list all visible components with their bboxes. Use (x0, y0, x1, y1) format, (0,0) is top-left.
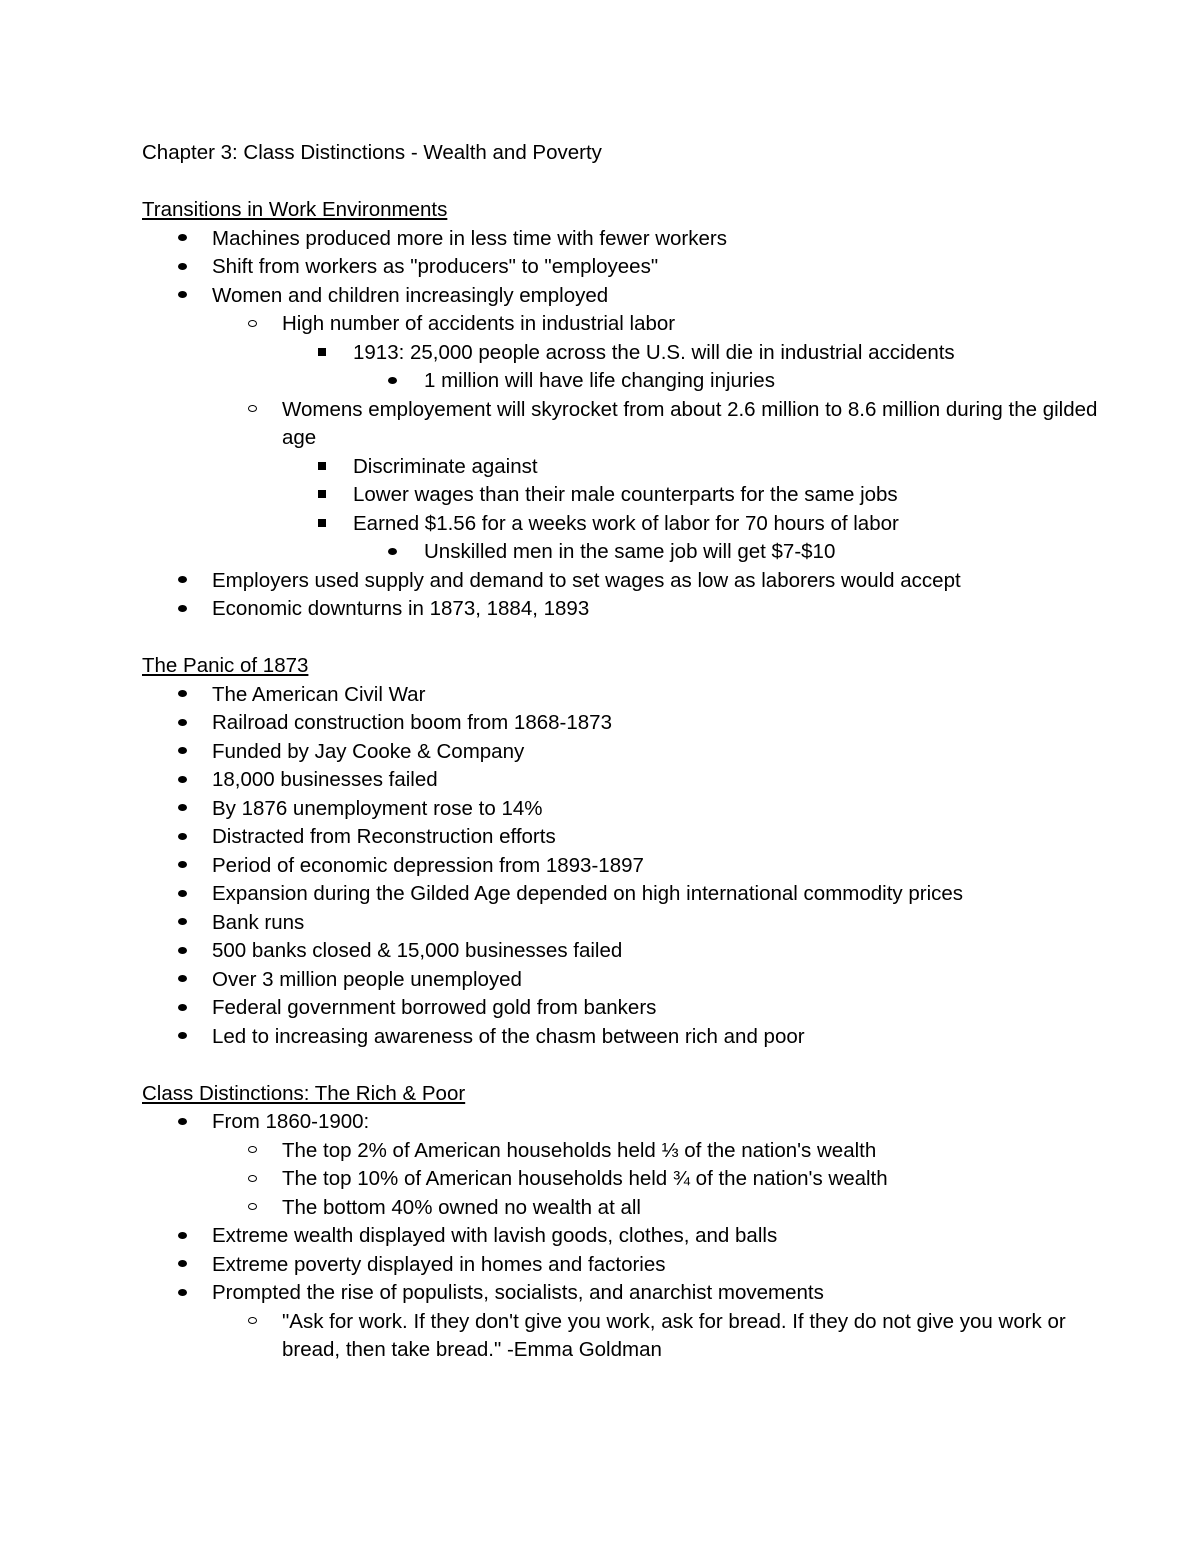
list-item-text: Unskilled men in the same job will get $7-$10 (424, 540, 836, 563)
filled-disc-bullet-icon (172, 994, 192, 1023)
list-item (142, 852, 1102, 881)
list-item-text: The American Civil War (212, 682, 426, 706)
filled-disc-bullet-icon (172, 595, 192, 624)
list-item-text: From 1860-1900: (212, 1110, 370, 1133)
hollow-circle-bullet-icon (242, 1137, 262, 1166)
list-item (142, 937, 1102, 966)
list-item (142, 225, 1102, 254)
list-item (142, 510, 1102, 539)
filled-disc-bullet-icon (172, 567, 192, 596)
filled-disc-bullet-icon (172, 1279, 192, 1308)
list-item-text: Distracted from Reconstruction efforts (212, 825, 556, 848)
filled-disc-bullet-icon (382, 367, 402, 396)
filled-disc-bullet-icon (172, 1023, 192, 1052)
document-title: Chapter 3: Class Distinctions - Wealth and Poverty (142, 141, 602, 164)
list-item (142, 282, 1102, 311)
list-item (142, 1165, 1102, 1194)
list-item (142, 253, 1102, 282)
filled-square-bullet-icon (312, 481, 332, 510)
list-item (142, 994, 1102, 1023)
filled-disc-bullet-icon (172, 1222, 192, 1251)
section-heading-work-environments: Transitions in Work Environments (142, 198, 448, 221)
list-item-text: By 1876 unemployment rose to 14% (212, 796, 543, 820)
list-item (142, 1108, 1102, 1137)
list-item (142, 1194, 1102, 1223)
list-item (142, 1308, 1102, 1365)
filled-disc-bullet-icon (172, 966, 192, 995)
filled-disc-bullet-icon (172, 253, 192, 282)
filled-disc-bullet-icon (172, 937, 192, 966)
filled-disc-bullet-icon (172, 766, 192, 795)
filled-disc-bullet-icon (172, 738, 192, 767)
list-item (142, 396, 1102, 453)
section-heading-rich-and-poor: Class Distinctions: The Rich & Poor (142, 1081, 466, 1105)
section-heading-panic-of-1873: The Panic of 1873 (142, 654, 309, 677)
list-item-text: 18,000 businesses failed (212, 768, 438, 791)
hollow-circle-bullet-icon (242, 1165, 262, 1194)
list-item-text: Lower wages than their male counterparts for the same jobs (353, 483, 898, 506)
list-item (142, 367, 1102, 396)
list-item-text: Womens employement will skyrocket from about 2.6 million to 8.6 million during the gilded age (282, 397, 1098, 449)
filled-disc-bullet-icon (172, 1251, 192, 1280)
list-item-text: Railroad construction boom from 1868-1873 (212, 711, 612, 734)
section-list-rich-and-poor (142, 1108, 1102, 1365)
list-item-text: Discriminate against (353, 454, 538, 478)
list-item (142, 595, 1102, 624)
filled-disc-bullet-icon (172, 709, 192, 738)
list-item-text: Prompted the rise of populists, socialists, and anarchist movements (212, 1281, 824, 1304)
list-item-text: 1 million will have life changing injuries (424, 369, 775, 392)
filled-disc-bullet-icon (172, 909, 192, 938)
list-item-text: Women and children increasingly employed (212, 283, 609, 307)
list-item-text: 500 banks closed & 15,000 businesses failed (212, 939, 623, 962)
list-item (142, 709, 1102, 738)
list-item-text: Machines produced more in less time with fewer workers (212, 226, 727, 250)
list-item-text: Extreme poverty displayed in homes and factories (212, 1252, 666, 1276)
list-item (142, 909, 1102, 938)
hollow-circle-bullet-icon (242, 310, 262, 339)
hollow-circle-bullet-icon (242, 1308, 262, 1337)
list-item (142, 538, 1102, 567)
filled-disc-bullet-icon (172, 681, 192, 710)
section-list-work-environments (142, 225, 1102, 624)
list-item (142, 823, 1102, 852)
list-item-text: Economic downturns in 1873, 1884, 1893 (212, 597, 590, 620)
list-item-text: Earned $1.56 for a weeks work of labor for 70 hours of labor (353, 511, 899, 535)
filled-disc-bullet-icon (172, 1108, 192, 1137)
list-item-text: The top 2% of American households held ⅓ of the nation's wealth (282, 1138, 877, 1162)
list-item-text: "Ask for work. If they don't give you work, ask for bread. If they do not give you work or bread, then take bread." -Emma Goldman (282, 1309, 1066, 1361)
list-item (142, 339, 1102, 368)
spacer (142, 624, 1102, 653)
list-item-text: 1913: 25,000 people across the U.S. will die in industrial accidents (353, 340, 955, 364)
list-item (142, 481, 1102, 510)
list-item-text: Shift from workers as "producers" to "employees" (212, 255, 659, 278)
list-item-text: Funded by Jay Cooke & Company (212, 739, 525, 763)
filled-square-bullet-icon (312, 339, 332, 368)
filled-disc-bullet-icon (382, 538, 402, 567)
list-item-text: Extreme wealth displayed with lavish goods, clothes, and balls (212, 1224, 778, 1247)
list-item (142, 966, 1102, 995)
list-item-text: Bank runs (212, 910, 305, 934)
list-item (142, 1222, 1102, 1251)
list-item (142, 310, 1102, 339)
filled-square-bullet-icon (312, 453, 332, 482)
filled-disc-bullet-icon (172, 852, 192, 881)
filled-disc-bullet-icon (172, 282, 192, 311)
list-item (142, 1251, 1102, 1280)
spacer (142, 1051, 1102, 1080)
list-item (142, 766, 1102, 795)
filled-disc-bullet-icon (172, 880, 192, 909)
list-item (142, 1137, 1102, 1166)
document-content (142, 139, 1102, 1365)
list-item (142, 738, 1102, 767)
list-item-text: Expansion during the Gilded Age depended on high international commodity prices (212, 882, 964, 905)
hollow-circle-bullet-icon (242, 1194, 262, 1223)
list-item-text: Led to increasing awareness of the chasm between rich and poor (212, 1024, 805, 1048)
list-item (142, 567, 1102, 596)
list-item-text: High number of accidents in industrial labor (282, 312, 676, 335)
filled-square-bullet-icon (312, 510, 332, 539)
list-item-text: The bottom 40% owned no wealth at all (282, 1195, 641, 1219)
list-item (142, 453, 1102, 482)
list-item (142, 880, 1102, 909)
filled-disc-bullet-icon (172, 795, 192, 824)
list-item (142, 1279, 1102, 1308)
list-item (142, 1023, 1102, 1052)
list-item (142, 681, 1102, 710)
list-item (142, 795, 1102, 824)
section-list-panic-of-1873 (142, 681, 1102, 1052)
hollow-circle-bullet-icon (242, 396, 262, 425)
filled-disc-bullet-icon (172, 225, 192, 254)
list-item-text: Over 3 million people unemployed (212, 967, 522, 991)
filled-disc-bullet-icon (172, 823, 192, 852)
list-item-text: The top 10% of American households held ¾ of the nation's wealth (282, 1167, 888, 1190)
list-item-text: Period of economic depression from 1893-1897 (212, 853, 644, 877)
spacer (142, 168, 1102, 197)
list-item-text: Federal government borrowed gold from bankers (212, 996, 657, 1019)
list-item-text: Employers used supply and demand to set wages as low as laborers would accept (212, 568, 961, 592)
